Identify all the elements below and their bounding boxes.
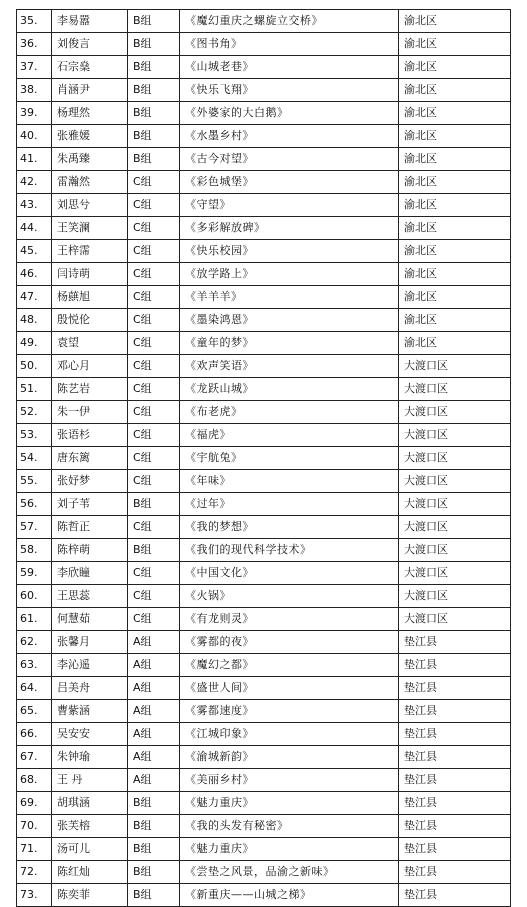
group-label: C组 <box>128 424 180 447</box>
district-name: 大渡口区 <box>399 355 511 378</box>
group-label: B组 <box>128 56 180 79</box>
table-row <box>17 102 511 125</box>
district-name: 渝北区 <box>399 240 511 263</box>
district-name: 垫江县 <box>399 631 511 654</box>
table-row <box>17 263 511 286</box>
group-label: A组 <box>128 769 180 792</box>
artwork-title: 《快乐飞翔》 <box>180 79 399 102</box>
entrant-name: 殷悦伦 <box>52 309 128 332</box>
artwork-title: 《童年的梦》 <box>180 332 399 355</box>
entry-number: 56. <box>17 493 52 516</box>
entry-number: 49. <box>17 332 52 355</box>
district-name: 大渡口区 <box>399 608 511 631</box>
entry-number: 66. <box>17 723 52 746</box>
table-row <box>17 838 511 861</box>
district-name: 垫江县 <box>399 769 511 792</box>
entry-number: 43. <box>17 194 52 217</box>
district-name: 渝北区 <box>399 332 511 355</box>
district-name: 垫江县 <box>399 700 511 723</box>
artwork-title: 《魅力重庆》 <box>180 838 399 861</box>
entry-number: 53. <box>17 424 52 447</box>
entrant-name: 朱一伊 <box>52 401 128 424</box>
group-label: B组 <box>128 539 180 562</box>
group-label: B组 <box>128 861 180 884</box>
district-name: 大渡口区 <box>399 585 511 608</box>
entry-number: 65. <box>17 700 52 723</box>
table-row <box>17 815 511 838</box>
district-name: 大渡口区 <box>399 401 511 424</box>
district-name: 垫江县 <box>399 815 511 838</box>
entry-number: 55. <box>17 470 52 493</box>
artwork-title: 《盛世人间》 <box>180 677 399 700</box>
artwork-title: 《图书角》 <box>180 33 399 56</box>
group-label: C组 <box>128 332 180 355</box>
artwork-title: 《守望》 <box>180 194 399 217</box>
district-name: 垫江县 <box>399 677 511 700</box>
entrant-name: 张馨月 <box>52 631 128 654</box>
artwork-title: 《渝城新韵》 <box>180 746 399 769</box>
entry-number: 72. <box>17 861 52 884</box>
artwork-title: 《我的头发有秘密》 <box>180 815 399 838</box>
table-row <box>17 217 511 240</box>
table-row <box>17 493 511 516</box>
group-label: A组 <box>128 677 180 700</box>
entry-number: 51. <box>17 378 52 401</box>
entrant-name: 何慧茹 <box>52 608 128 631</box>
entrant-name: 李沁遥 <box>52 654 128 677</box>
district-name: 渝北区 <box>399 171 511 194</box>
artwork-title: 《墨染鸿恩》 <box>180 309 399 332</box>
entrant-name: 陈红灿 <box>52 861 128 884</box>
table-row <box>17 355 511 378</box>
entry-number: 58. <box>17 539 52 562</box>
artwork-title: 《魅力重庆》 <box>180 792 399 815</box>
table-row <box>17 700 511 723</box>
table-row <box>17 148 511 171</box>
entry-number: 61. <box>17 608 52 631</box>
entry-number: 39. <box>17 102 52 125</box>
artwork-title: 《山城老巷》 <box>180 56 399 79</box>
district-name: 垫江县 <box>399 861 511 884</box>
group-label: C组 <box>128 240 180 263</box>
entry-number: 70. <box>17 815 52 838</box>
entries-table <box>16 9 511 907</box>
district-name: 渝北区 <box>399 309 511 332</box>
entrant-name: 唐东篱 <box>52 447 128 470</box>
entrant-name: 李易嚣 <box>52 10 128 33</box>
entrant-name: 杨蕻旭 <box>52 286 128 309</box>
table-row <box>17 654 511 677</box>
entry-number: 71. <box>17 838 52 861</box>
artwork-title: 《魔幻之都》 <box>180 654 399 677</box>
entrant-name: 杨理然 <box>52 102 128 125</box>
artwork-title: 《水墨乡村》 <box>180 125 399 148</box>
table-row <box>17 240 511 263</box>
entry-number: 42. <box>17 171 52 194</box>
table-row <box>17 286 511 309</box>
group-label: B组 <box>128 102 180 125</box>
table-row <box>17 194 511 217</box>
table-row <box>17 56 511 79</box>
district-name: 垫江县 <box>399 746 511 769</box>
table-row <box>17 792 511 815</box>
district-name: 渝北区 <box>399 194 511 217</box>
district-name: 垫江县 <box>399 884 511 907</box>
entry-number: 38. <box>17 79 52 102</box>
artwork-title: 《魔幻重庆之螺旋立交桥》 <box>180 10 399 33</box>
table-row <box>17 470 511 493</box>
entrant-name: 张雅媛 <box>52 125 128 148</box>
entrant-name: 雷瀚然 <box>52 171 128 194</box>
artwork-title: 《外婆家的大白鹅》 <box>180 102 399 125</box>
entries-table-body <box>17 10 511 907</box>
district-name: 大渡口区 <box>399 378 511 401</box>
table-row <box>17 884 511 907</box>
artwork-title: 《过年》 <box>180 493 399 516</box>
entry-number: 64. <box>17 677 52 700</box>
district-name: 渝北区 <box>399 217 511 240</box>
entry-number: 35. <box>17 10 52 33</box>
group-label: B组 <box>128 10 180 33</box>
entrant-name: 陈奕菲 <box>52 884 128 907</box>
artwork-title: 《中国文化》 <box>180 562 399 585</box>
group-label: C组 <box>128 309 180 332</box>
entry-number: 60. <box>17 585 52 608</box>
district-name: 垫江县 <box>399 792 511 815</box>
district-name: 大渡口区 <box>399 447 511 470</box>
entrant-name: 张语杉 <box>52 424 128 447</box>
entry-number: 50. <box>17 355 52 378</box>
artwork-title: 《布老虎》 <box>180 401 399 424</box>
table-row <box>17 125 511 148</box>
table-row <box>17 723 511 746</box>
table-row <box>17 516 511 539</box>
entrant-name: 朱禹臻 <box>52 148 128 171</box>
entrant-name: 王笑澜 <box>52 217 128 240</box>
group-label: B组 <box>128 33 180 56</box>
group-label: C组 <box>128 516 180 539</box>
entry-number: 69. <box>17 792 52 815</box>
group-label: A组 <box>128 700 180 723</box>
group-label: B组 <box>128 148 180 171</box>
table-row <box>17 332 511 355</box>
entrant-name: 李欣瞳 <box>52 562 128 585</box>
group-label: A组 <box>128 654 180 677</box>
artwork-title: 《有龙则灵》 <box>180 608 399 631</box>
group-label: C组 <box>128 447 180 470</box>
entry-number: 37. <box>17 56 52 79</box>
table-row <box>17 585 511 608</box>
entrant-name: 邓心月 <box>52 355 128 378</box>
group-label: B组 <box>128 815 180 838</box>
table-row <box>17 401 511 424</box>
group-label: C组 <box>128 562 180 585</box>
entry-number: 62. <box>17 631 52 654</box>
group-label: B组 <box>128 884 180 907</box>
entry-number: 59. <box>17 562 52 585</box>
artwork-title: 《多彩解放碑》 <box>180 217 399 240</box>
entry-number: 41. <box>17 148 52 171</box>
group-label: C组 <box>128 286 180 309</box>
entrant-name: 袁望 <box>52 332 128 355</box>
district-name: 渝北区 <box>399 286 511 309</box>
group-label: C组 <box>128 585 180 608</box>
entrant-name: 刘俊言 <box>52 33 128 56</box>
group-label: B组 <box>128 792 180 815</box>
entry-number: 52. <box>17 401 52 424</box>
entrant-name: 闫诗萌 <box>52 263 128 286</box>
entrant-name: 胡琪涵 <box>52 792 128 815</box>
table-row <box>17 539 511 562</box>
district-name: 渝北区 <box>399 263 511 286</box>
group-label: C组 <box>128 194 180 217</box>
artwork-title: 《欢声笑语》 <box>180 355 399 378</box>
table-row <box>17 677 511 700</box>
artwork-title: 《美丽乡村》 <box>180 769 399 792</box>
table-row <box>17 447 511 470</box>
table-row <box>17 309 511 332</box>
group-label: B组 <box>128 493 180 516</box>
entrant-name: 陈艺岩 <box>52 378 128 401</box>
district-name: 渝北区 <box>399 56 511 79</box>
entrant-name: 肖涵尹 <box>52 79 128 102</box>
district-name: 垫江县 <box>399 654 511 677</box>
group-label: B组 <box>128 79 180 102</box>
artwork-title: 《宇航兔》 <box>180 447 399 470</box>
artwork-title: 《雾都的夜》 <box>180 631 399 654</box>
district-name: 大渡口区 <box>399 539 511 562</box>
group-label: C组 <box>128 608 180 631</box>
entry-number: 40. <box>17 125 52 148</box>
entry-number: 54. <box>17 447 52 470</box>
district-name: 大渡口区 <box>399 562 511 585</box>
group-label: A组 <box>128 631 180 654</box>
group-label: C组 <box>128 171 180 194</box>
entry-number: 36. <box>17 33 52 56</box>
group-label: C组 <box>128 401 180 424</box>
artwork-title: 《火锅》 <box>180 585 399 608</box>
entrant-name: 张芙榕 <box>52 815 128 838</box>
entry-number: 45. <box>17 240 52 263</box>
entry-number: 63. <box>17 654 52 677</box>
table-row <box>17 378 511 401</box>
table-row <box>17 769 511 792</box>
district-name: 渝北区 <box>399 102 511 125</box>
artwork-title: 《彩色城堡》 <box>180 171 399 194</box>
group-label: A组 <box>128 723 180 746</box>
entrant-name: 陈哲正 <box>52 516 128 539</box>
artwork-title: 《古今对望》 <box>180 148 399 171</box>
entry-number: 47. <box>17 286 52 309</box>
district-name: 渝北区 <box>399 10 511 33</box>
district-name: 渝北区 <box>399 33 511 56</box>
entrant-name: 石宗燊 <box>52 56 128 79</box>
entrant-name: 曹紫涵 <box>52 700 128 723</box>
entrant-name: 刘思兮 <box>52 194 128 217</box>
entrant-name: 汤可儿 <box>52 838 128 861</box>
entrant-name: 朱钟瑜 <box>52 746 128 769</box>
entrant-name: 吴安安 <box>52 723 128 746</box>
artwork-title: 《福虎》 <box>180 424 399 447</box>
group-label: C组 <box>128 263 180 286</box>
entrant-name: 王梓霈 <box>52 240 128 263</box>
artwork-title: 《年味》 <box>180 470 399 493</box>
entry-number: 68. <box>17 769 52 792</box>
group-label: C组 <box>128 355 180 378</box>
entrant-name: 王思蕊 <box>52 585 128 608</box>
district-name: 大渡口区 <box>399 424 511 447</box>
entrant-name: 陈梓萌 <box>52 539 128 562</box>
group-label: B组 <box>128 125 180 148</box>
table-row <box>17 562 511 585</box>
entrant-name: 吕美舟 <box>52 677 128 700</box>
district-name: 大渡口区 <box>399 516 511 539</box>
district-name: 大渡口区 <box>399 493 511 516</box>
artwork-title: 《江城印象》 <box>180 723 399 746</box>
entry-number: 46. <box>17 263 52 286</box>
district-name: 渝北区 <box>399 79 511 102</box>
artwork-title: 《新重庆——山城之梯》 <box>180 884 399 907</box>
group-label: C组 <box>128 470 180 493</box>
group-label: C组 <box>128 217 180 240</box>
artwork-title: 《龙跃山城》 <box>180 378 399 401</box>
artwork-title: 《尝垫之风景，品渝之新味》 <box>180 861 399 884</box>
district-name: 渝北区 <box>399 148 511 171</box>
artwork-title: 《羊羊羊》 <box>180 286 399 309</box>
table-row <box>17 33 511 56</box>
table-row <box>17 631 511 654</box>
table-row <box>17 171 511 194</box>
table-row <box>17 861 511 884</box>
entry-number: 57. <box>17 516 52 539</box>
group-label: C组 <box>128 378 180 401</box>
district-name: 大渡口区 <box>399 470 511 493</box>
table-row <box>17 10 511 33</box>
artwork-title: 《我们的现代科学技术》 <box>180 539 399 562</box>
entry-number: 48. <box>17 309 52 332</box>
group-label: A组 <box>128 746 180 769</box>
entry-number: 44. <box>17 217 52 240</box>
entry-number: 73. <box>17 884 52 907</box>
artwork-title: 《快乐校园》 <box>180 240 399 263</box>
group-label: B组 <box>128 838 180 861</box>
entrant-name: 刘子苇 <box>52 493 128 516</box>
entrant-name: 张妤梦 <box>52 470 128 493</box>
entry-number: 67. <box>17 746 52 769</box>
table-row <box>17 424 511 447</box>
district-name: 垫江县 <box>399 838 511 861</box>
artwork-title: 《雾都速度》 <box>180 700 399 723</box>
artwork-title: 《我的梦想》 <box>180 516 399 539</box>
table-row <box>17 746 511 769</box>
district-name: 垫江县 <box>399 723 511 746</box>
entrant-name: 王 丹 <box>52 769 128 792</box>
table-row <box>17 608 511 631</box>
table-row <box>17 79 511 102</box>
document-page <box>16 9 510 907</box>
artwork-title: 《放学路上》 <box>180 263 399 286</box>
district-name: 渝北区 <box>399 125 511 148</box>
